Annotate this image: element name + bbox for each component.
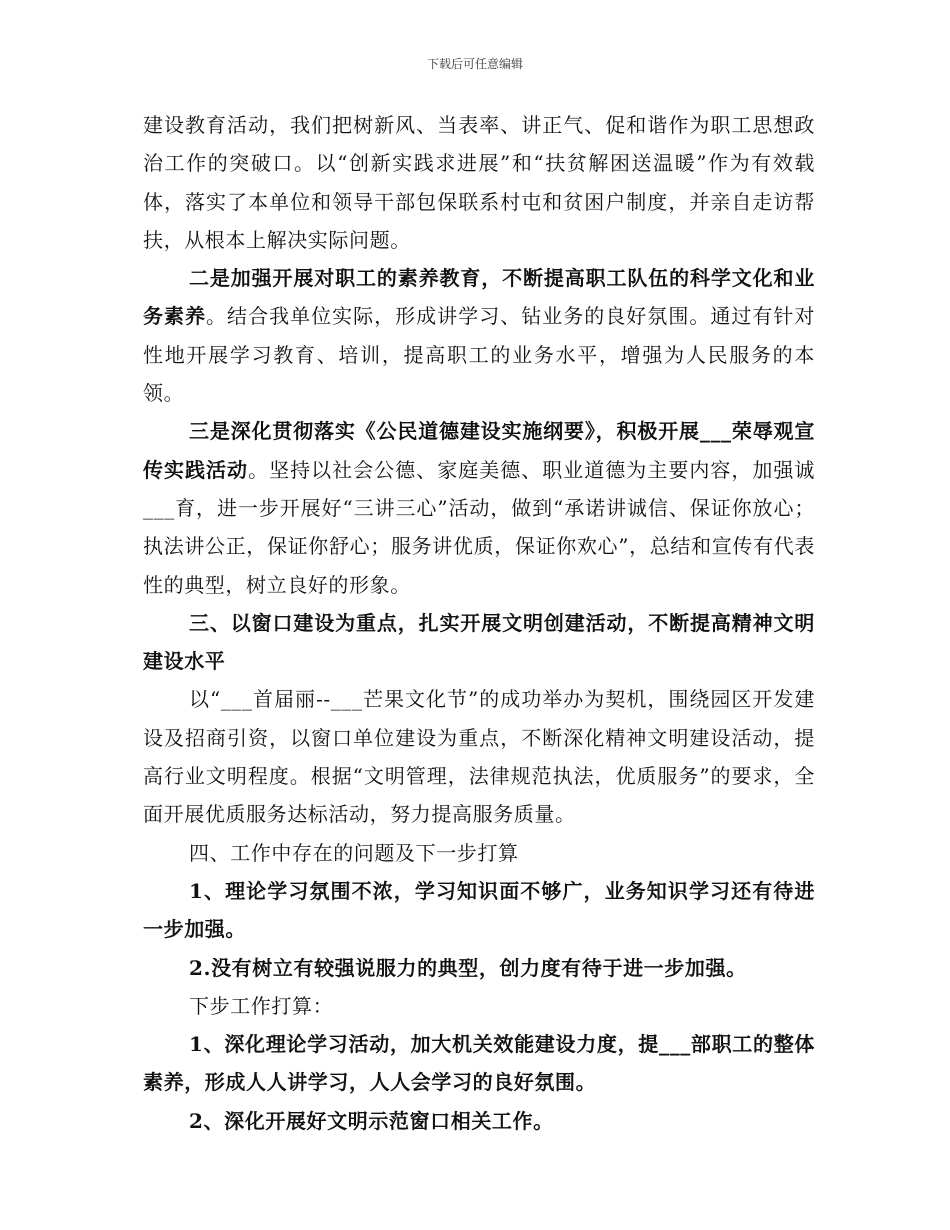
- problem-item-2: 2.没有树立有较强说服力的典型，创力度有待于进一步加强。: [189, 955, 747, 980]
- problem-item-1: 1、理论学习氛围不浓，学习知识面不够广，业务知识学习还有待进一步加强。: [143, 878, 815, 942]
- paragraph-1: 建设教育活动，我们把树新风、当表率、讲正气、促和谐作为职工思想政治工作的突破口。以“创新实践求进展”和“扶贫解困送温暖”作为有效载体，落实了本单位和领导干部包保联系村屯和贫困户制度，并亲自走访帮扶，从根本上解决实际问题。: [143, 113, 815, 252]
- paragraph-4: 以“___首届丽--___芒果文化节”的成功举办为契机，围绕园区开发建设及招商引资，以窗口单位建设为重点，不断深化精神文明建设活动，提高行业文明程度。根据“文明管理，法律规范执法，优质服务”的要求，全面开展优质服务达标活动，努力提高服务质量。: [143, 687, 815, 827]
- plan-item-1: 1、深化理论学习活动，加大机关效能建设力度，提___部职工的整体素养，形成人人讲学习，人人会学习的良好氛围。: [143, 1032, 815, 1095]
- paragraph-2-body: 。结合我单位实际，形成讲学习、钻业务的良好氛围。通过有针对性地开展学习教育、培训，提高职工的业务水平，增强为人民服务的本领。: [143, 304, 815, 406]
- paragraph-2: [143, 259, 815, 412]
- section-4-heading: 四、工作中存在的问题及下一步打算: [189, 840, 519, 865]
- document-body: [143, 106, 815, 1140]
- paragraph-3-heading: 三是深化贯彻落实《公民道德建设实施纲要》，积极开展___荣辱观宣传实践活动: [143, 419, 815, 482]
- plan-item-2: 2、深化开展好文明示范窗口相关工作。: [189, 1108, 554, 1133]
- page-header: 下载后可任意编辑: [426, 57, 523, 71]
- next-steps-label: 下步工作打算：: [189, 993, 334, 1018]
- paragraph-2-heading: 二是加强开展对职工的素养教育，不断提高职工队伍的科学文化和业务素养: [143, 266, 815, 329]
- paragraph-3: [143, 412, 815, 603]
- section-3-heading: 三、以窗口建设为重点，扎实开展文明创建活动，不断提高精神文明建设水平: [143, 610, 815, 674]
- paragraph-3-body: 。坚持以社会公德、家庭美德、职业道德为主要内容，加强诚___育，进一步开展好“三讲三心”活动，做到“承诺讲诚信、保证你放心；执法讲公正，保证你舒心；服务讲优质，保证你欢心”，总结和宣传有代表性的典型，树立良好的形象。: [143, 457, 816, 597]
